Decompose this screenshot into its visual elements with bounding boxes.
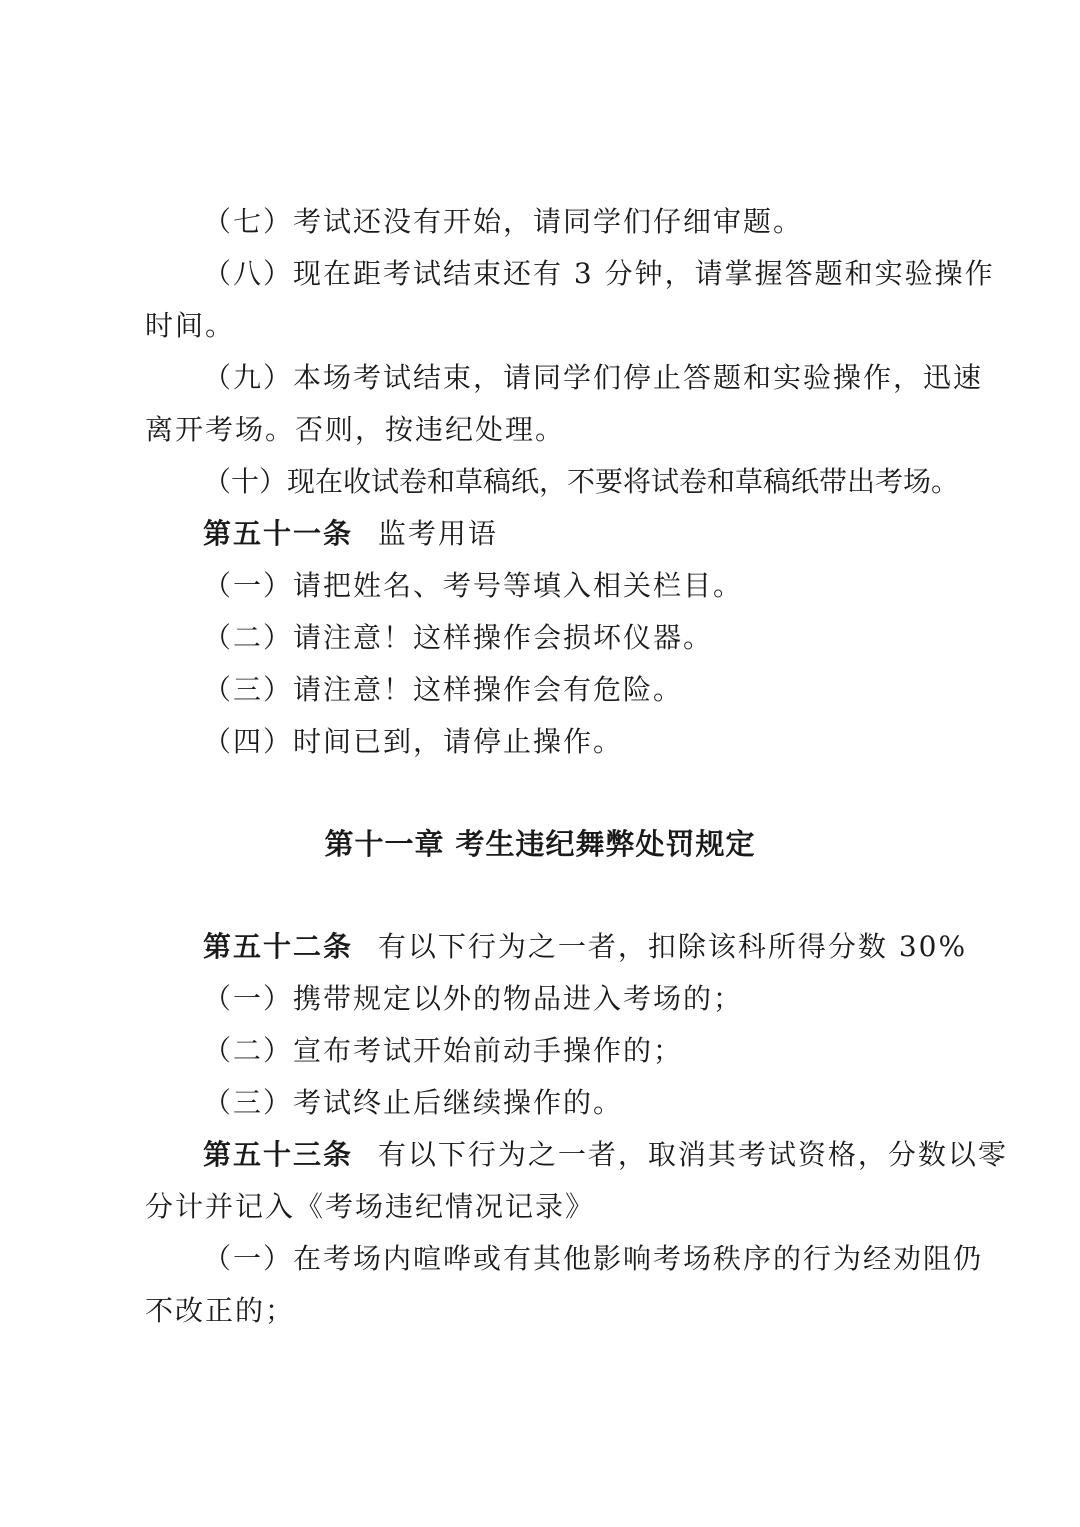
article-51-item-2: （二）请注意！这样操作会损坏仪器。 (203, 621, 714, 654)
article-51-title: 第五十一条 (203, 517, 354, 550)
paragraph-item-8: （八）现在距考试结束还有 3 分钟，请掌握答题和实验操作 (203, 257, 995, 290)
article-53-heading (203, 1135, 1008, 1175)
article-51-item-1: （一）请把姓名、考号等填入相关栏目。 (203, 569, 744, 602)
article-53-text: 有以下行为之一者，取消其考试资格，分数以零 (377, 1138, 1008, 1171)
paragraph-item-9-cont: 离开考场。否则，按违纪处理。 (145, 413, 566, 446)
article-52-heading (203, 927, 1003, 967)
article-53-item-1-cont: 不改正的； (145, 1294, 296, 1327)
article-53-title: 第五十三条 (203, 1138, 354, 1171)
paragraph-item-9: （九）本场考试结束，请同学们停止答题和实验操作，迅速 (203, 361, 984, 394)
article-51-heading (203, 514, 1003, 554)
article-52-item-1: （一）携带规定以外的物品进入考场的； (203, 982, 744, 1015)
article-52-title: 第五十二条 (203, 930, 354, 963)
article-51-item-3: （三）请注意！这样操作会有危险。 (203, 673, 684, 706)
article-51-text: 监考用语 (377, 517, 498, 550)
chapter-title: 第十一章 考生违纪舞弊处罚规定 (324, 827, 756, 861)
paragraph-item-7: （七）考试还没有开始，请同学们仔细审题。 (203, 205, 804, 238)
paragraph-item-10: （十）现在收试卷和草稿纸，不要将试卷和草稿纸带出考场。 (203, 465, 960, 498)
article-52-item-3: （三）考试终止后继续操作的。 (203, 1086, 624, 1119)
article-53-item-1: （一）在考场内喧哗或有其他影响考场秩序的行为经劝阻仍 (203, 1242, 984, 1275)
article-52-item-2: （二）宣布考试开始前动手操作的； (203, 1034, 684, 1067)
article-51-item-4: （四）时间已到，请停止操作。 (203, 725, 624, 758)
article-52-text: 有以下行为之一者，扣除该科所得分数 30% (377, 930, 968, 963)
paragraph-item-8-cont: 时间。 (145, 309, 236, 342)
article-53-text-cont: 分计并记入《考场违纪情况记录》 (145, 1190, 596, 1223)
